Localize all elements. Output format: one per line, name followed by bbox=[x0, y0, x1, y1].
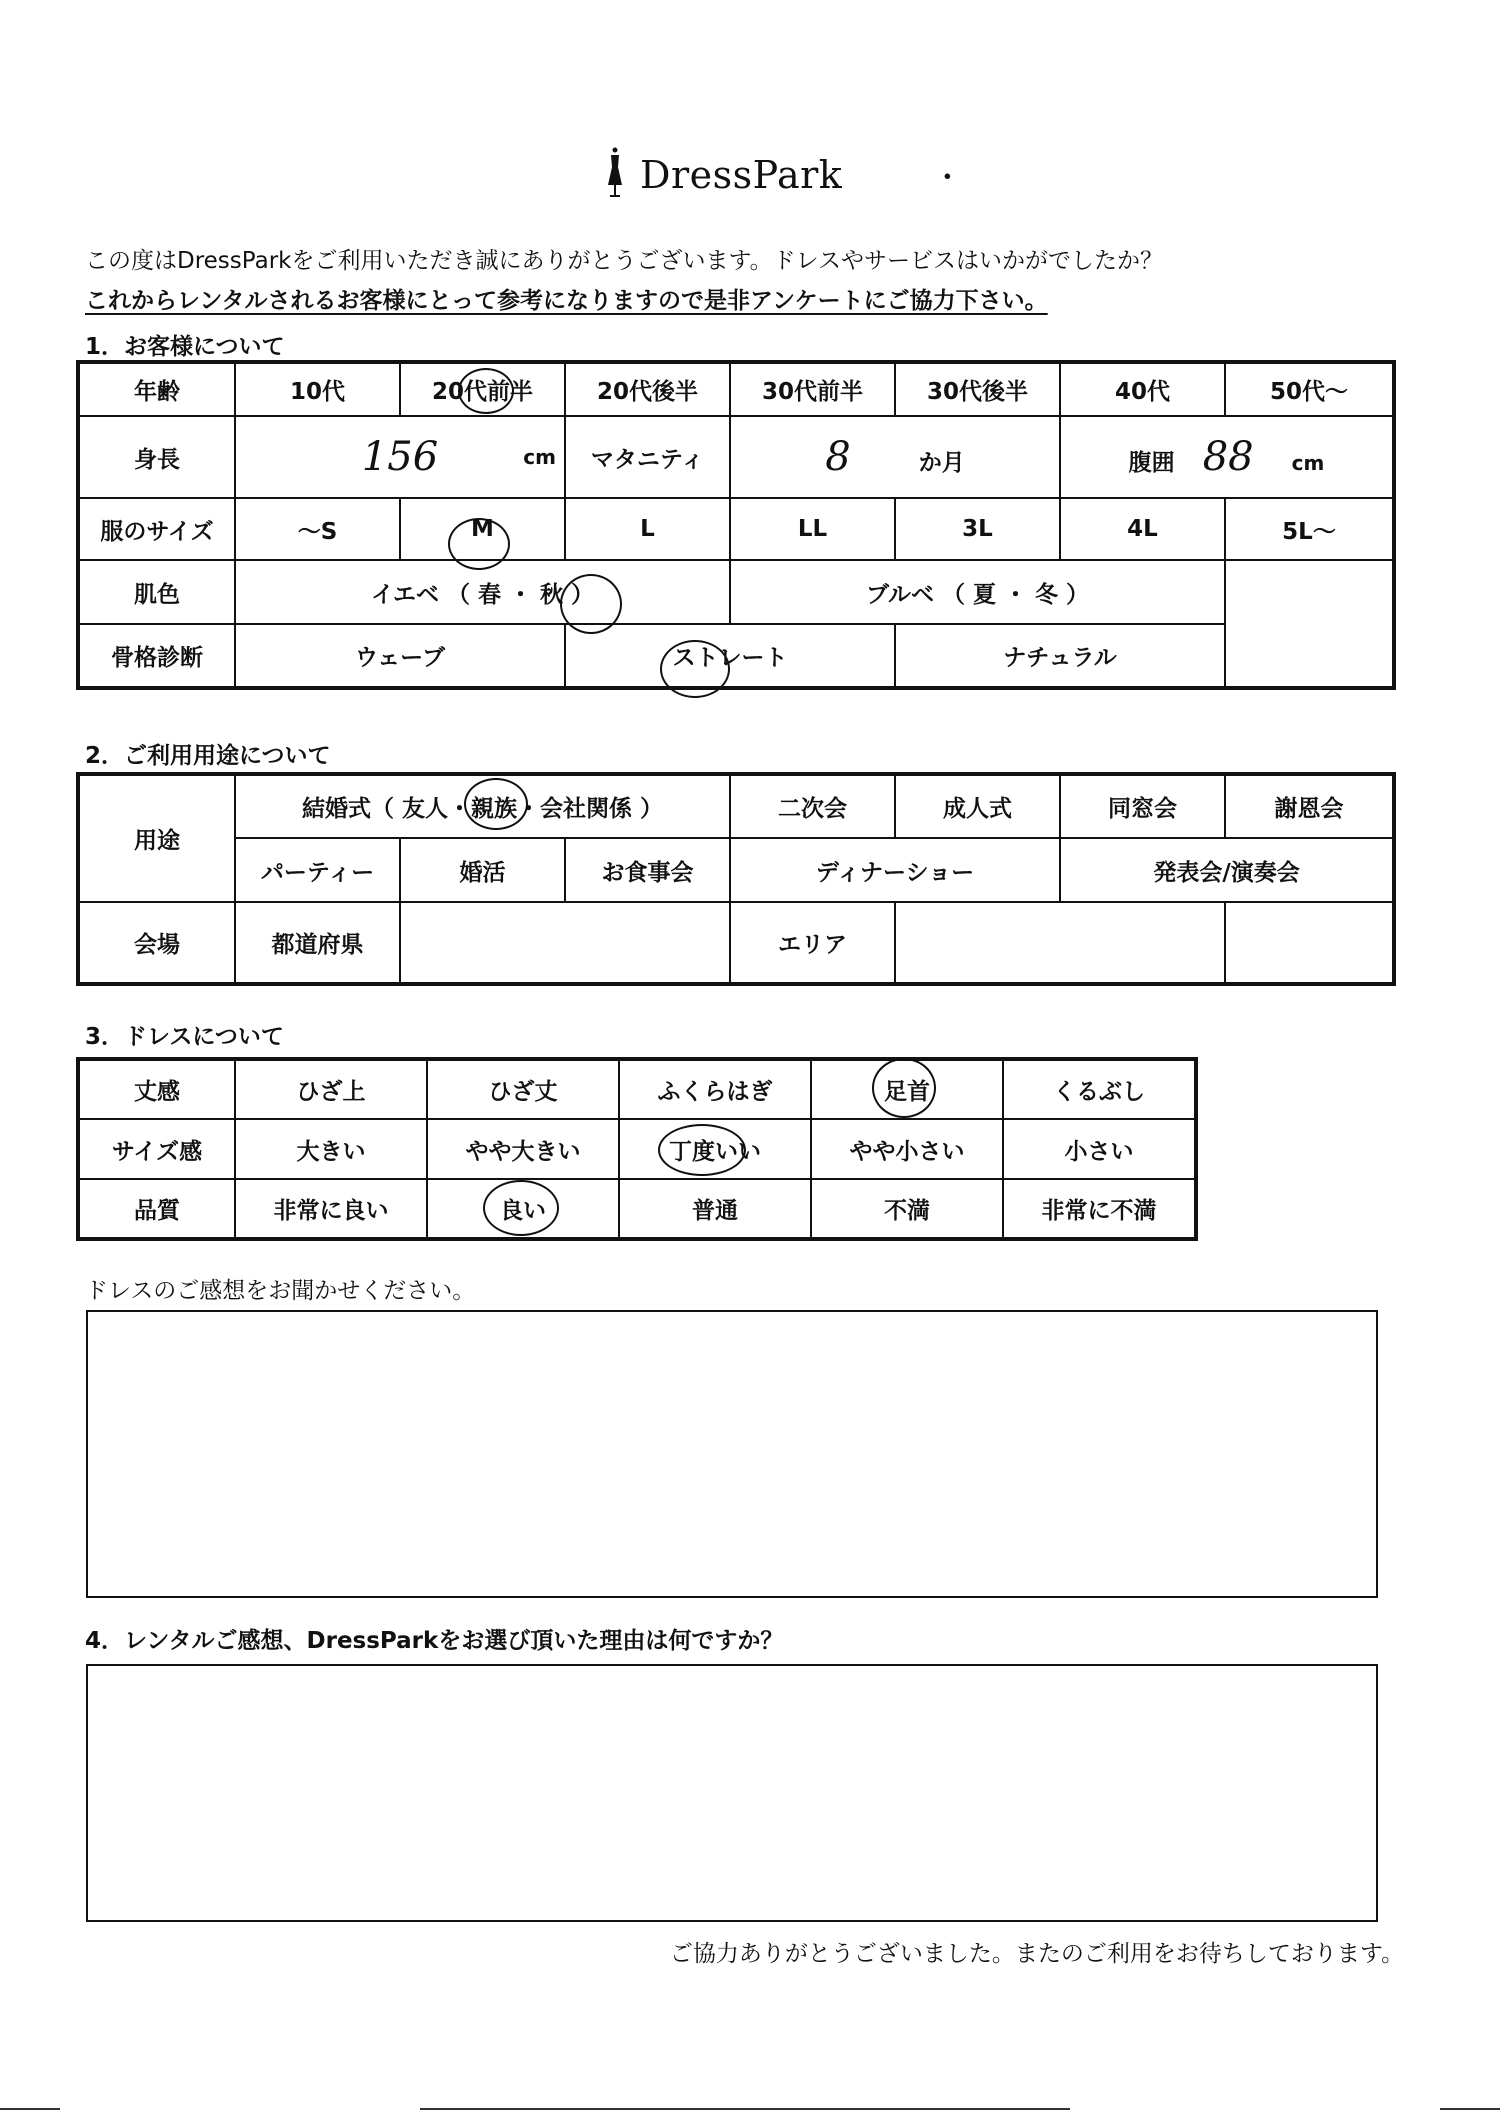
purpose-option[interactable]: パーティー bbox=[235, 838, 400, 902]
waist-unit: cm bbox=[1291, 451, 1325, 475]
quality-option-selected[interactable]: 良い bbox=[427, 1179, 619, 1239]
waist-label: 腹囲 bbox=[1128, 450, 1175, 476]
purpose-row-1 bbox=[78, 774, 1394, 838]
scan-artifact-line bbox=[1440, 2108, 1500, 2110]
prefecture-label: 都道府県 bbox=[235, 902, 400, 984]
skin-row bbox=[78, 560, 1394, 624]
purpose-wedding-option[interactable]: 結婚式（ 友人・親族・会社関係 ） bbox=[235, 774, 730, 838]
impression-textarea[interactable] bbox=[86, 1310, 1378, 1598]
waist-value: 88 bbox=[1202, 434, 1254, 480]
purpose-option[interactable]: 同窓会 bbox=[1060, 774, 1225, 838]
empty-cell bbox=[1225, 624, 1394, 688]
frame-option-selected[interactable]: ストレート bbox=[565, 624, 895, 688]
age-row bbox=[78, 362, 1394, 416]
fit-option[interactable]: やや大きい bbox=[427, 1119, 619, 1179]
fit-label: サイズ感 bbox=[78, 1119, 235, 1179]
age-option[interactable]: 50代～ bbox=[1225, 362, 1394, 416]
scan-artifact-line bbox=[420, 2108, 1070, 2110]
size-row bbox=[78, 498, 1394, 560]
maternity-unit: か月 bbox=[918, 450, 965, 476]
frame-option[interactable]: ナチュラル bbox=[895, 624, 1225, 688]
quality-option[interactable]: 非常に良い bbox=[235, 1179, 427, 1239]
size-label: 服のサイズ bbox=[78, 498, 235, 560]
logo-dot: ・ bbox=[932, 161, 963, 196]
reason-textarea[interactable] bbox=[86, 1664, 1378, 1922]
length-option[interactable]: ひざ上 bbox=[235, 1059, 427, 1119]
prefecture-input[interactable] bbox=[400, 902, 730, 984]
purpose-option[interactable]: 謝恩会 bbox=[1225, 774, 1394, 838]
age-option[interactable]: 40代 bbox=[1060, 362, 1225, 416]
fit-option[interactable]: 大きい bbox=[235, 1119, 427, 1179]
purpose-option[interactable]: 成人式 bbox=[895, 774, 1060, 838]
purpose-option[interactable]: 婚活 bbox=[400, 838, 565, 902]
size-option-selected[interactable]: M bbox=[400, 498, 565, 560]
size-option[interactable]: 4L bbox=[1060, 498, 1225, 560]
maternity-label: マタニティ bbox=[565, 416, 730, 498]
fit-option[interactable]: やや小さい bbox=[811, 1119, 1003, 1179]
purpose-option[interactable]: お食事会 bbox=[565, 838, 730, 902]
age-option[interactable]: 30代前半 bbox=[730, 362, 895, 416]
length-option[interactable]: ふくらはぎ bbox=[619, 1059, 811, 1119]
length-option-selected[interactable]: 足首 bbox=[811, 1059, 1003, 1119]
quality-row bbox=[78, 1179, 1196, 1239]
empty-cell bbox=[1225, 902, 1394, 984]
age-option[interactable]: 10代 bbox=[235, 362, 400, 416]
skin-blue-option[interactable]: ブルベ （ 夏 ・ 冬 ） bbox=[730, 560, 1225, 624]
section-4-title: 4．レンタルご感想、DressParkをお選び頂いた理由は何ですか？ bbox=[85, 1628, 784, 1654]
empty-cell bbox=[1225, 560, 1394, 624]
length-option[interactable]: ひざ丈 bbox=[427, 1059, 619, 1119]
height-value: 156 bbox=[361, 434, 439, 480]
fit-option[interactable]: 小さい bbox=[1003, 1119, 1196, 1179]
age-option[interactable]: 20代後半 bbox=[565, 362, 730, 416]
area-label: エリア bbox=[730, 902, 895, 984]
purpose-row-2 bbox=[78, 838, 1394, 902]
measurement-row bbox=[78, 416, 1394, 498]
size-option[interactable]: ～S bbox=[235, 498, 400, 560]
purpose-option[interactable]: ディナーショー bbox=[730, 838, 1060, 902]
age-option[interactable]: 30代後半 bbox=[895, 362, 1060, 416]
venue-label: 会場 bbox=[78, 902, 235, 984]
skin-yellow-option[interactable]: イエベ （ 春 ・ 秋 ） bbox=[235, 560, 730, 624]
purpose-option[interactable]: 二次会 bbox=[730, 774, 895, 838]
maternity-value: 8 bbox=[825, 434, 851, 480]
quality-option[interactable]: 非常に不満 bbox=[1003, 1179, 1196, 1239]
length-row bbox=[78, 1059, 1196, 1119]
purpose-label: 用途 bbox=[78, 774, 235, 902]
waist-field[interactable] bbox=[1060, 416, 1394, 498]
size-option[interactable]: 3L bbox=[895, 498, 1060, 560]
fit-row bbox=[78, 1119, 1196, 1179]
size-option[interactable]: L bbox=[565, 498, 730, 560]
age-option-selected[interactable]: 20代前半 bbox=[400, 362, 565, 416]
dresspark-logo bbox=[600, 145, 962, 205]
dress-table bbox=[76, 1057, 1198, 1241]
size-option[interactable]: 5L～ bbox=[1225, 498, 1394, 560]
length-option[interactable]: くるぶし bbox=[1003, 1059, 1196, 1119]
section-1-title: 1．お客様について bbox=[85, 334, 285, 360]
scan-artifact-line bbox=[0, 2108, 60, 2110]
frame-option[interactable]: ウェーブ bbox=[235, 624, 565, 688]
length-label: 丈感 bbox=[78, 1059, 235, 1119]
quality-label: 品質 bbox=[78, 1179, 235, 1239]
area-input[interactable] bbox=[895, 902, 1225, 984]
quality-option[interactable]: 不満 bbox=[811, 1179, 1003, 1239]
logo-brand-text: DressPark bbox=[640, 153, 843, 197]
intro-line-1: この度はDressParkをご利用いただき誠にありがとうございます。ドレスやサービスはいかがでしたか？ bbox=[85, 248, 1163, 274]
size-option[interactable]: LL bbox=[730, 498, 895, 560]
usage-table bbox=[76, 772, 1396, 986]
height-unit: cm bbox=[523, 445, 556, 469]
skin-label: 肌色 bbox=[78, 560, 235, 624]
venue-row bbox=[78, 902, 1394, 984]
fit-option-selected[interactable]: 丁度いい bbox=[619, 1119, 811, 1179]
purpose-option[interactable]: 発表会/演奏会 bbox=[1060, 838, 1394, 902]
dress-icon bbox=[600, 145, 630, 205]
section-2-title: 2．ご利用用途について bbox=[85, 743, 331, 769]
impression-prompt: ドレスのご感想をお聞かせください。 bbox=[85, 1278, 476, 1304]
height-label: 身長 bbox=[78, 416, 235, 498]
section-3-title: 3．ドレスについて bbox=[85, 1024, 284, 1050]
frame-label: 骨格診断 bbox=[78, 624, 235, 688]
height-field[interactable] bbox=[235, 416, 565, 498]
intro-line-2: これからレンタルされるお客様にとって参考になりますので是非アンケートにご協力下さい。 bbox=[85, 288, 1048, 314]
age-label: 年齢 bbox=[78, 362, 235, 416]
quality-option[interactable]: 普通 bbox=[619, 1179, 811, 1239]
frame-row bbox=[78, 624, 1394, 688]
maternity-field[interactable] bbox=[730, 416, 1060, 498]
customer-table bbox=[76, 360, 1396, 690]
closing-message: ご協力ありがとうございました。またのご利用をお待ちしております。 bbox=[669, 1941, 1404, 1967]
